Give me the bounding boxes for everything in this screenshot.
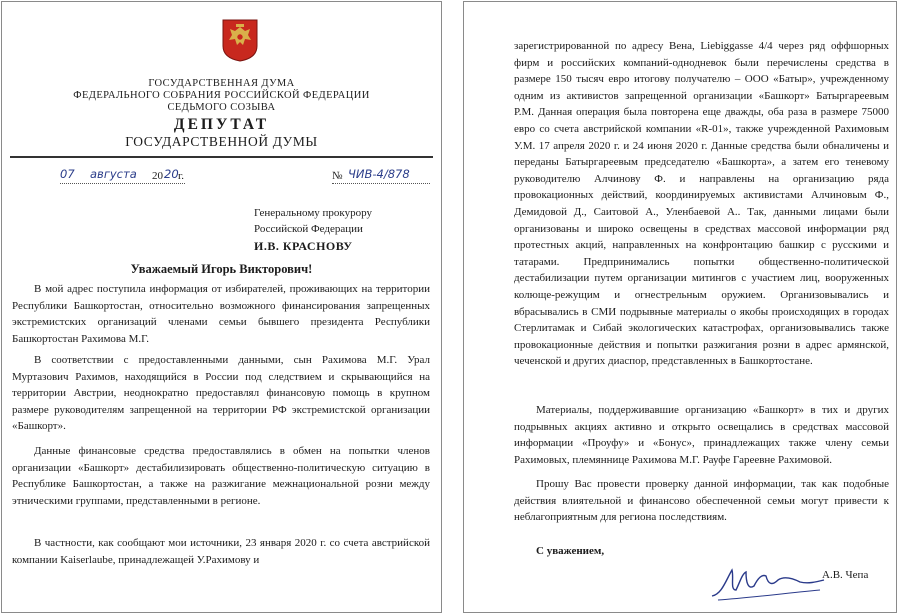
number-value: ЧИВ-4/878 <box>348 167 410 181</box>
date-month: августа <box>90 167 137 181</box>
header-rule <box>10 156 433 158</box>
letter-page-1 <box>1 1 442 613</box>
recipient-line-2: Российской Федерации <box>254 223 363 235</box>
date-year-printed: 20 <box>152 170 163 182</box>
recipient-name: И.В. КРАСНОВУ <box>254 239 353 253</box>
paragraph-5: зарегистрированной по адресу Вена, Liebiggasse 4/4 через ряд оффшорных фирм и российских компаний-однодневок были перечислены средства в размере 150 тысяч евро итогову получателю – ООО «Батыр», учрежденному одним из активистов запрещенной организации «Башкорт» Батыргареевым Р.М. Данная операция была повторена еще дважды, оба раза в размере 75000 евро со счета австрийской компании «R-01», также учрежденной Рахимовым У.М. 17 апреля 2020 г. и 24 июня 2020 г. Данные средства были обналичены и переданы Батыргареевым председателю «Башкорта», а затем его теневому руководителю Алчинову Ф. и направлены на организацию ряда провокационных действий, координируемых активистами Алчиновым Ф., Демидовой Д., Саитовой А., Уленбаевой А.. Так, данными лицами были организованы и широко освещены в средствах массовой информации ряд протестных акций, направленных на конфронтацию башкир с русскими и татарами. Предпринимались попытки общественно-политической дестабилизации путем организации митингов с участием лиц, вооруженных колюще-режущим и огнестрельным оружием. Организовывались и вбрасывались в СМИ подрывные материалы о якобы происходящих в городах Стерлитамак и Сибай экологических катастрофах, организовывались также провокационные действия и попытки разжигания розни в адрес армянской, чеченской и других диаспор, представленных в Башкортостане. <box>514 40 889 368</box>
title-duma: ГОСУДАРСТВЕННОЙ ДУМЫ <box>125 134 318 149</box>
paragraph-6: Материалы, поддерживавшие организацию «Башкорт» в тих и других подрывных акциях активно и открыто освещались в средствах массовой информации «Проуфу» и «Бонус», принадлежащих также члену семьи Рахимовых, племяннице Рахимова М.Г. Рауфе Гареевне Рахимовой. <box>514 404 889 466</box>
date-suffix: г. <box>178 170 185 182</box>
date-year-handwritten: 20 <box>164 167 179 181</box>
paragraph-1: В мой адрес поступила информация от избирателей, проживающих на территории Республики Башкортостан, относительно возможного финансирования запрещенных экстремистских организаций членами семьи бывшего президента Республики Башкортостан Рахимова М.Г. <box>12 283 430 345</box>
paragraph-3: Данные финансовые средства предоставлялись в обмен на попытки членов организации «Башкорт» дестабилизировать общественно-политическую ситуацию в Республике Башкортостан, а также на разжигание межнациональной розни между этническими группами, представленными в регионе. <box>12 445 430 507</box>
handwritten-signature <box>708 560 828 604</box>
paragraph-7: Прошу Вас провести проверку данной информации, так как подобные действия влиятельной и финансово обеспеченной семьи могут привести к неблагоприятным для региона последствиям. <box>514 478 889 524</box>
header-line-2: ФЕДЕРАЛЬНОГО СОБРАНИЯ РОССИЙСКОЙ ФЕДЕРАЦИИ <box>73 90 370 101</box>
number-label: № <box>332 170 343 182</box>
letter-page-2 <box>463 1 897 613</box>
coat-of-arms-emblem <box>221 18 259 62</box>
greeting: Уважаемый Игорь Викторович! <box>130 262 313 276</box>
closing-regards: С уважением, <box>536 545 605 557</box>
document-number-field <box>332 168 430 184</box>
header-line-3: СЕДЬМОГО СОЗЫВА <box>167 102 276 113</box>
date-field <box>60 168 185 184</box>
signatory-name: А.В. Чепа <box>822 569 869 581</box>
date-day: 07 <box>60 167 75 181</box>
recipient-line-1: Генеральному прокурору <box>254 207 372 219</box>
paragraph-2: В соответствии с предоставленными данными, сын Рахимова М.Г. Урал Муртазович Рахимов, находящийся в России под следствием и скрывающийся на территории Австрии, неоднократно предоставлял финансовую помощь в крупном размере руководителям запрещенной на территории РФ экстремистской организации «Башкорт». <box>12 354 430 433</box>
paragraph-4: В частности, как сообщают мои источники, 23 января 2020 г. со счета австрийской компании Kaiserlaube, принадлежащей У.Рахимову и <box>12 537 430 566</box>
header-line-1: ГОСУДАРСТВЕННАЯ ДУМА <box>148 78 295 89</box>
title-deputy: ДЕПУТАТ <box>173 116 270 133</box>
